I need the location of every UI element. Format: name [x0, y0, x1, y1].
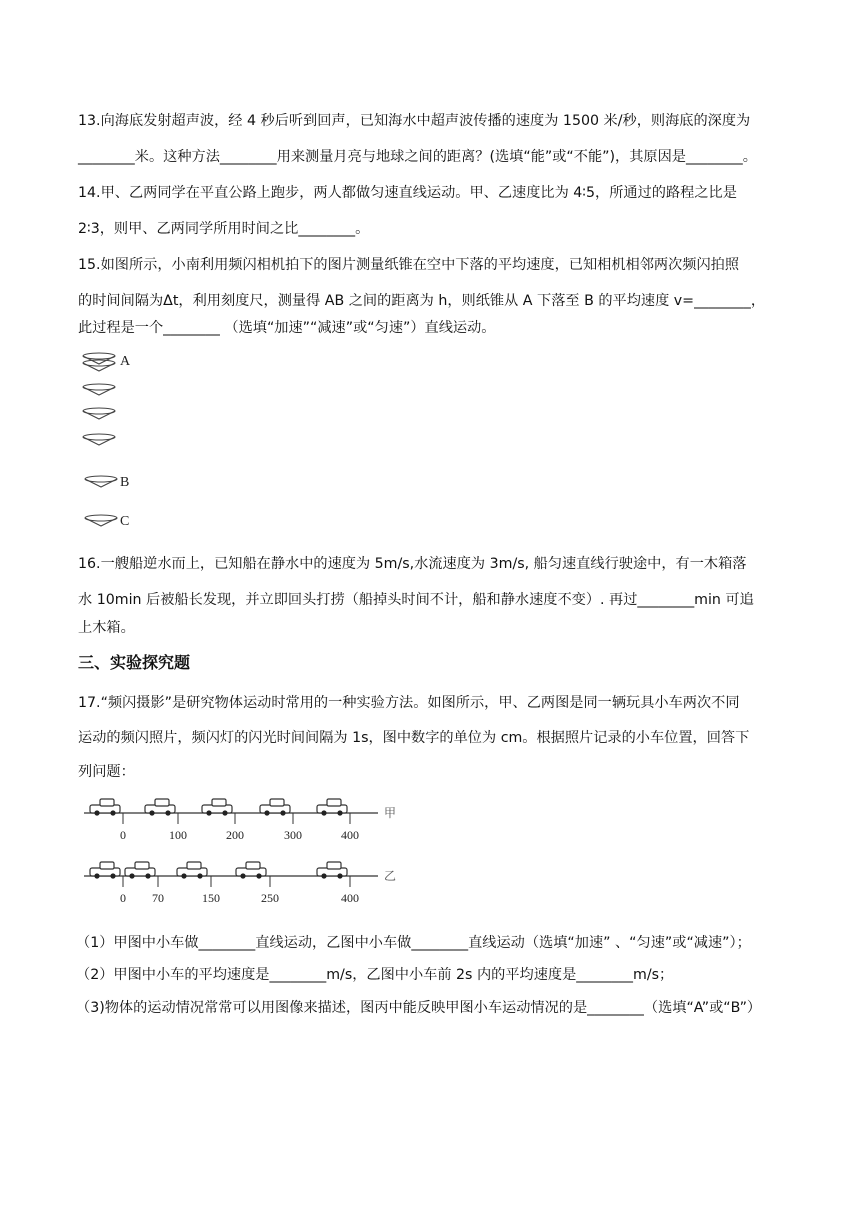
q17-sub-3: （3)物体的运动情况常常可以用图像来描述，图丙中能反映甲图小车运动情况的是________（选填“A”或“B”）: [76, 1000, 762, 1016]
label-b: B: [120, 475, 130, 490]
label-c: C: [120, 514, 130, 529]
q14-line-1: 14.甲、乙两同学在平直公路上跑步，两人都做匀速直线运动。甲、乙速度比为 4∶5，所通过的路程之比是: [78, 185, 737, 201]
jia-tick-0: 0: [120, 828, 126, 842]
paper-cone-figure: [78, 348, 148, 538]
jia-track: [84, 799, 396, 842]
strobe-photo-figure: [80, 792, 410, 912]
jia-tick-300: 300: [284, 828, 302, 842]
cone-4: [83, 434, 115, 445]
q16-line-2: 水 10min 后被船长发现，并立即回头打捞（船掉头时间不计，船和静水速度不变）. 再过________min 可追: [78, 592, 754, 608]
yi-tick-0: 0: [120, 891, 126, 905]
label-a: A: [120, 354, 131, 369]
cone-b: [85, 476, 117, 487]
q16-line-1: 16.一艘船逆水而上，已知船在静水中的速度为 5m/s,水流速度为 3m/s, 船匀速直线行驶途中，有一木箱落: [78, 556, 747, 572]
cone-2: [83, 384, 115, 395]
q15-line-3: 此过程是一个________ （选填“加速”“减速”或“匀速”）直线运动。: [78, 320, 496, 336]
q15-line-1: 15.如图所示，小南利用频闪相机拍下的图片测量纸锥在空中下落的平均速度，已知相机相邻两次频闪拍照: [78, 257, 740, 273]
jia-label: 甲: [384, 806, 397, 820]
yi-label: 乙: [384, 869, 397, 883]
yi-tick-250: 250: [261, 891, 279, 905]
jia-tick-200: 200: [226, 828, 244, 842]
yi-tick-70: 70: [152, 891, 164, 905]
jia-tick-100: 100: [169, 828, 187, 842]
q13-line-1: 13.向海底发射超声波，经 4 秒后听到回声，已知海水中超声波传播的速度为 1500 米/秒，则海底的深度为: [78, 113, 751, 129]
q17-line-2: 运动的频闪照片，频闪灯的闪光时间间隔为 1s，图中数字的单位为 cm。根据照片记录的小车位置，回答下: [78, 730, 750, 746]
q17-sub-1: （1）甲图中小车做________直线运动，乙图中小车做________直线运动（选填“加速” 、“匀速”或“减速”）；: [76, 935, 751, 951]
jia-tick-400: 400: [341, 828, 359, 842]
yi-tick-150: 150: [202, 891, 220, 905]
cone-a: [83, 353, 115, 371]
q13-line-2: ________米。这种方法________用来测量月亮与地球之间的距离？(选填“能”或“不能”)，其原因是________。: [78, 149, 757, 165]
q16-line-3: 上木箱。: [78, 620, 135, 636]
q14-line-2: 2∶3，则甲、乙两同学所用时间之比________。: [78, 221, 370, 237]
cone-3: [83, 408, 115, 419]
q17-line-3: 列问题：: [78, 764, 135, 780]
cone-c: [85, 515, 117, 526]
section-title: 三、实验探究题: [78, 653, 191, 672]
yi-track: [84, 862, 396, 905]
q17-line-1: 17.“频闪摄影”是研究物体运动时常用的一种实验方法。如图所示，甲、乙两图是同一辆玩具小车两次不同: [78, 695, 740, 711]
q17-sub-2: （2）甲图中小车的平均速度是________m/s，乙图中小车前 2s 内的平均速度是________m/s；: [76, 967, 674, 983]
yi-tick-400: 400: [341, 891, 359, 905]
q15-line-2: 的时间间隔为Δt，利用刻度尺，测量得 AB 之间的距离为 h，则纸锥从 A 下落至 B 的平均速度 v=________，: [78, 293, 766, 309]
